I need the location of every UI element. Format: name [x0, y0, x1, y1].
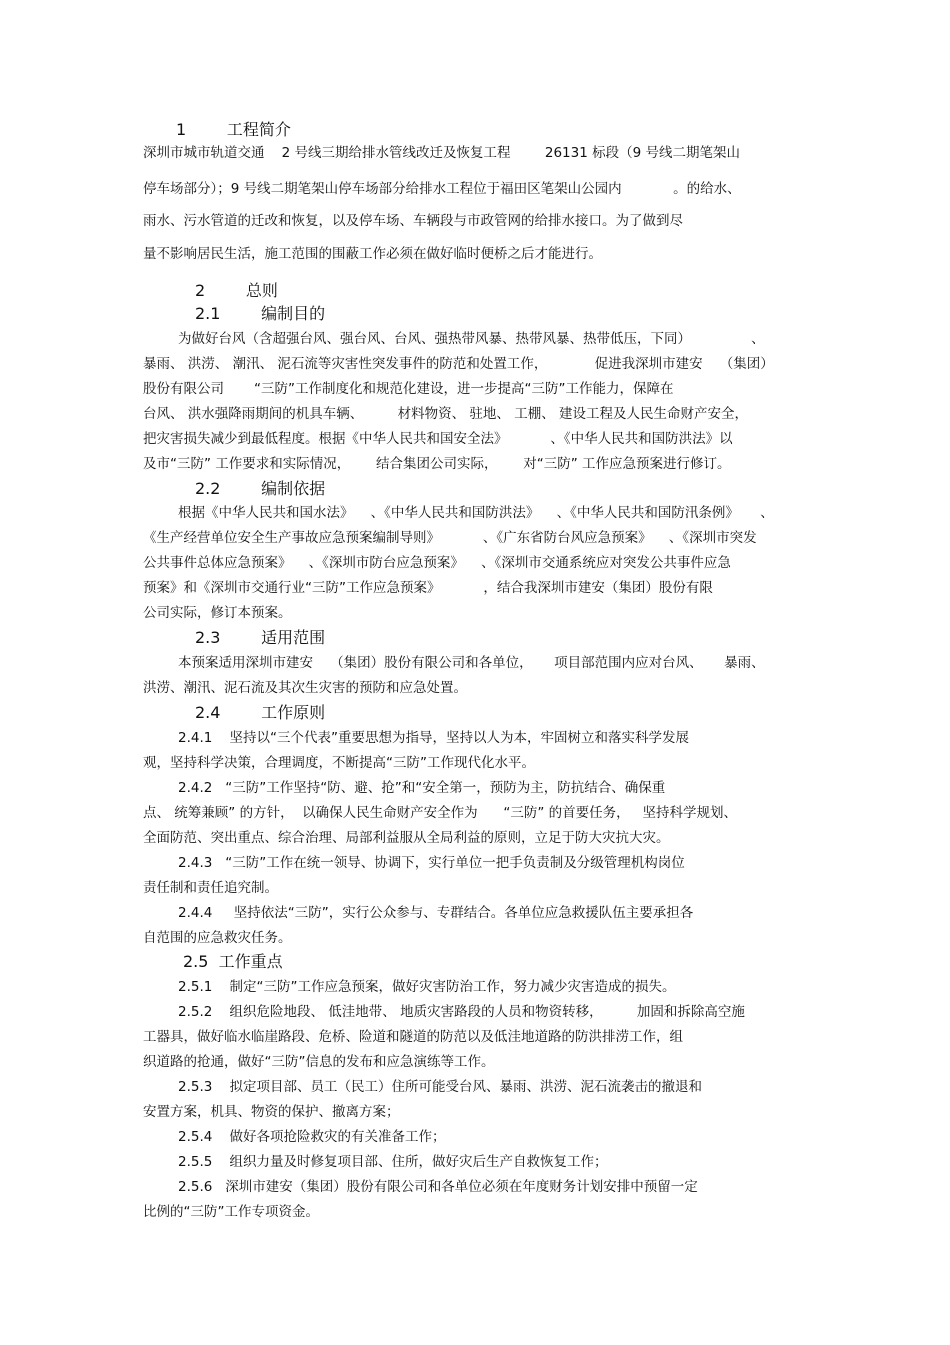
- paragraph-line: 洪涝、潮汛、泥石流及其次生灾害的预防和应急处置。: [143, 680, 467, 696]
- paragraph-line: 2.5.6 深圳市建安（集团）股份有限公司和各单位必须在年度财务计划安排中预留一定: [178, 1179, 698, 1195]
- paragraph-line: 本预案适用深圳市建安 （集团）股份有限公司和各单位， 项目部范围内应对台风、 暴雨、: [178, 655, 765, 671]
- paragraph-line: 2.4.4 坚持依法“三防”，实行公众参与、专群结合。各单位应急救援队伍主要承担各: [178, 905, 694, 921]
- section-2-4-heading: 2.4 工作原则: [195, 703, 326, 722]
- paragraph-line: 暴雨、 洪涝、 潮汛、 泥石流等灾害性突发事件的防范和处置工作， 促进我深圳市建安 （集团）: [143, 356, 774, 372]
- paragraph-line: 2.5.4 做好各项抢险救灾的有关准备工作；: [178, 1129, 446, 1145]
- paragraph-line: 公司实际，修订本预案。: [143, 605, 292, 621]
- paragraph-line: 比例的“三防”工作专项资金。: [143, 1204, 319, 1220]
- paragraph-line: 2.5.1 制定“三防”工作应急预案，做好灾害防治工作，努力减少灾害造成的损失。: [178, 979, 676, 995]
- paragraph-line: 2.5.3 拟定项目部、员工（民工）住所可能受台风、暴雨、洪涝、泥石流袭击的撤退和: [178, 1079, 703, 1095]
- paragraph-line: 2.4.2 “三防”工作坚持“防、避、抢”和“安全第一，预防为主，防抗结合、确保重: [178, 780, 666, 796]
- section-2-5-heading: 2.5 工作重点: [183, 952, 283, 971]
- paragraph-line: 预案》和《深圳市交通行业“三防”工作应急预案》 ，结合我深圳市建安（集团）股份有限: [143, 580, 713, 596]
- section-1-line: 停车场部分）；9 号线二期笔架山停车场部分给排水工程位于福田区笔架山公园内 。的给水、: [143, 181, 741, 197]
- paragraph-line: 点、 统筹兼顾” 的方针， 以确保人民生命财产安全作为 “三防” 的首要任务， 坚持科学规划、: [143, 805, 738, 821]
- paragraph-line: 2.4.3 “三防”工作在统一领导、协调下，实行单位一把手负责制及分级管理机构岗位: [178, 855, 685, 871]
- paragraph-line: 根据《中华人民共和国水法》 、《中华人民共和国防洪法》 、《中华人民共和国防汛条例》 、: [178, 505, 774, 521]
- section-2-3-heading: 2.3 适用范围: [195, 628, 326, 647]
- section-1-line: 深圳市城市轨道交通 2 号线三期给排水管线改迁及恢复工程 26131 标段（9 号线二期笔架山: [143, 145, 740, 161]
- section-2-2-heading: 2.2 编制依据: [195, 479, 326, 498]
- paragraph-line: 工器具，做好临水临崖路段、危桥、险道和隧道的防范以及低洼地道路的防洪排涝工作，组: [143, 1029, 683, 1045]
- paragraph-line: 织道路的抢通，做好“三防”信息的发布和应急演练等工作。: [143, 1054, 495, 1070]
- paragraph-line: 公共事件总体应急预案》 、《深圳市防台应急预案》 、《深圳市交通系统应对突发公共事件应急: [143, 555, 731, 571]
- paragraph-line: 全面防范、突出重点、综合治理、局部利益服从全局利益的原则，立足于防大灾抗大灾。: [143, 830, 670, 846]
- section-2-heading: 2 总则: [195, 281, 278, 300]
- paragraph-line: 2.4.1 坚持以“三个代表”重要思想为指导，坚持以人为本，牢固树立和落实科学发展: [178, 730, 690, 746]
- paragraph-line: 为做好台风（含超强台风、强台风、台风、强热带风暴、热带风暴、热带低压，下同） 、: [178, 331, 765, 347]
- paragraph-line: 台风、 洪水强降雨期间的机具车辆、 材料物资、 驻地、 工棚、 建设工程及人民生命财产安全，: [143, 406, 748, 422]
- section-1-line: 量不影响居民生活，施工范围的围蔽工作必须在做好临时便桥之后才能进行。: [143, 246, 602, 262]
- paragraph-line: 把灾害损失减少到最低程度。根据《中华人民共和国安全法》 、《中华人民共和国防洪法》以: [143, 431, 733, 447]
- paragraph-line: 责任制和责任追究制。: [143, 880, 278, 896]
- paragraph-line: 安置方案，机具、物资的保护、撤离方案；: [143, 1104, 400, 1120]
- paragraph-line: 《生产经营单位安全生产事故应急预案编制导则》 、《广东省防台风应急预案》 、《深圳市突发: [143, 530, 757, 546]
- paragraph-line: 及市“三防” 工作要求和实际情况， 结合集团公司实际， 对“三防” 工作应急预案进行修订。: [143, 456, 731, 472]
- section-2-1-heading: 2.1 编制目的: [195, 304, 326, 323]
- paragraph-line: 自范围的应急救灾任务。: [143, 930, 292, 946]
- section-1-line: 雨水、污水管道的迁改和恢复，以及停车场、车辆段与市政管网的给排水接口。为了做到尽: [143, 213, 683, 229]
- paragraph-line: 2.5.5 组织力量及时修复项目部、住所，做好灾后生产自救恢复工作；: [178, 1154, 608, 1170]
- paragraph-line: 2.5.2 组织危险地段、 低洼地带、 地质灾害路段的人员和物资转移， 加固和拆除高空施: [178, 1004, 745, 1020]
- paragraph-line: 股份有限公司 “三防”工作制度化和规范化建设，进一步提高“三防”工作能力，保障在: [143, 381, 674, 397]
- paragraph-line: 观，坚持科学决策，合理调度，不断提高“三防”工作现代化水平。: [143, 755, 535, 771]
- section-1-heading: 1 工程简介: [176, 120, 291, 139]
